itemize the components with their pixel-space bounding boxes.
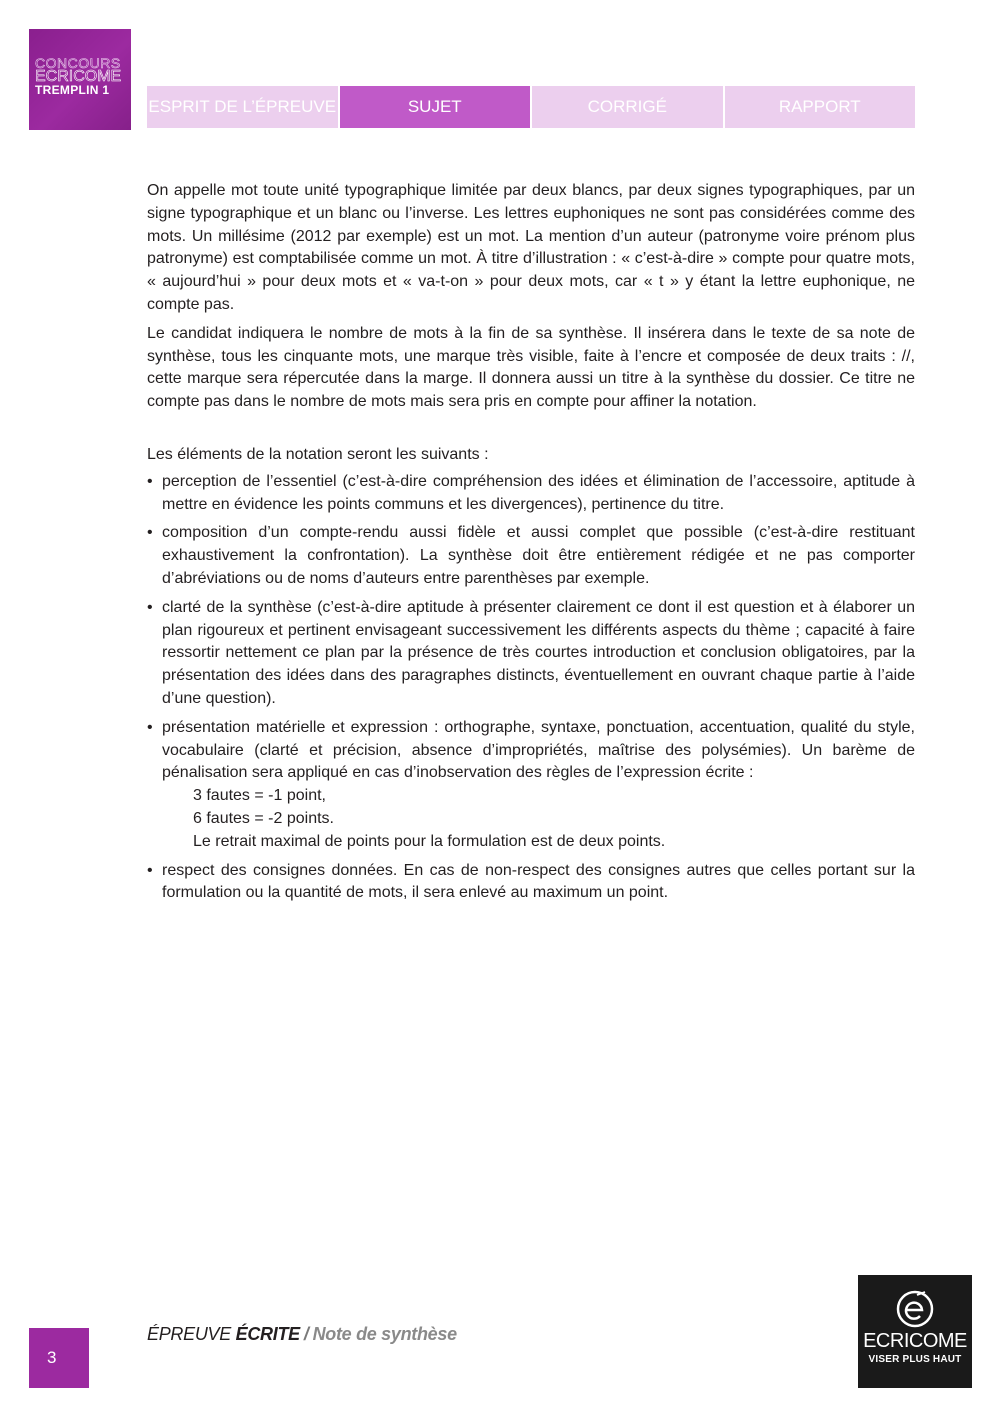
criterion-text: respect des consignes données. En cas de non-respect des consignes autres que celles portant sur la formulation ou la quantité de mots, il sera enlevé au maximum un point.	[162, 861, 915, 902]
bullet: •	[147, 718, 153, 736]
tab-rapport[interactable]: RAPPORT	[725, 86, 916, 128]
paragraph-word-definition: On appelle mot toute unité typographique limitée par deux blancs, par deux signes typographiques, par un signe typographique et un blanc ou l’inverse. Les lettres euphoniques ne sont pas considérées comme des mots. Un millésime (2012 par exemple) est un mot. La mention d’un auteur (patronyme voire prénom plus patronyme) est comptabilisée comme un mot. À titre d’illustration : « c’est-à-dire » compte pour quatre mots, « aujourd’hui » pour deux mots et « va-t-on » pour deux mots, car « t » y étant la lettre euphonique, ne compte pas.	[147, 182, 915, 313]
footer-separator: /	[303, 1324, 309, 1344]
footer-title	[147, 1324, 457, 1345]
ecricome-logo	[858, 1275, 972, 1388]
penalty-scale	[162, 785, 915, 853]
page-number: 3	[29, 1328, 89, 1388]
bullet: •	[147, 861, 153, 879]
footer-title-part2: ÉCRITE	[235, 1324, 300, 1344]
main-content	[147, 180, 915, 911]
brand-tagline: VISER PLUS HAUT	[868, 1354, 962, 1365]
tab-corrige[interactable]: CORRIGÉ	[532, 86, 723, 128]
logo-line-1: CONCOURS	[35, 55, 121, 71]
logo-line-2: ECRICOME	[35, 68, 122, 85]
penalty-line: Le retrait maximal de points pour la formulation est de deux points.	[193, 832, 666, 850]
paragraph-word-count: Le candidat indiquera le nombre de mots à la fin de sa synthèse. Il insérera dans le texte de sa note de synthèse, tous les cinquante mots, une marque très visible, faite à l’encre et composée de deux traits : //, cette marque sera répercutée dans la marge. Il donnera aussi un titre à la synthèse du dossier. Ce titre ne compte pas dans le nombre de mots mais sera pris en compte pour affiner la notation.	[147, 324, 915, 411]
section-tabs	[147, 86, 915, 128]
logo-line-3: TREMPLIN 1	[35, 83, 110, 97]
criterion-text: clarté de la synthèse (c’est-à-dire aptitude à présenter clairement ce dont il est question et à élaborer un plan rigoureux et pertinent envisageant successivement les différents aspects du thème ; capacité à faire ressortir nettement ce plan par la présence de très courtes introduction et conclusion obligatoires, par la présentation des idées dans des paragraphes distincts, éventuellement en ouvrant chaque partie à l’aide d’une question).	[162, 598, 915, 707]
concours-logo	[29, 29, 131, 130]
bullet: •	[147, 524, 153, 542]
criterion-text: perception de l’essentiel (c’est-à-dire compréhension des idées et élimination de l’accessoire, aptitude à mettre en évidence les points communs et les divergences), pertinence du titre.	[162, 472, 915, 513]
bullet: •	[147, 472, 153, 490]
list-item	[147, 717, 915, 854]
list-item	[147, 471, 915, 517]
penalty-line: 3 fautes = -1 point,	[193, 787, 326, 805]
list-item	[147, 597, 915, 711]
criteria-intro: Les éléments de la notation seront les suivants :	[147, 445, 489, 463]
tab-sujet[interactable]: SUJET	[340, 86, 531, 128]
penalty-line: 6 fautes = -2 points.	[193, 809, 334, 827]
bullet: •	[147, 598, 153, 616]
ecricome-emblem-icon	[895, 1289, 935, 1329]
criterion-text: présentation matérielle et expression : orthographe, syntaxe, ponctuation, accentuation, qualité du style, vocabulaire (clarté et précision, absence d’impropriétés, maîtrise des polysémies). Un barème de pénalisation sera appliqué en cas d’inobservation des règles de l’expression écrite :	[162, 718, 915, 782]
list-item	[147, 860, 915, 906]
footer-title-part1: ÉPREUVE	[147, 1324, 236, 1344]
footer-subtitle: Note de synthèse	[312, 1324, 457, 1344]
criteria-list	[147, 471, 915, 905]
brand-name: ECRICOME	[863, 1330, 967, 1352]
criterion-text: composition d’un compte-rendu aussi fidèle et aussi complet que possible (c’est-à-dire restituant exhaustivement la confrontation). La synthèse doit être entièrement rédigée et ne pas comporter d’abréviations ou de noms d’auteurs entre parenthèses par exemple.	[162, 524, 915, 587]
list-item	[147, 522, 915, 590]
tab-esprit[interactable]: ESPRIT DE L’ÉPREUVE	[147, 86, 338, 128]
